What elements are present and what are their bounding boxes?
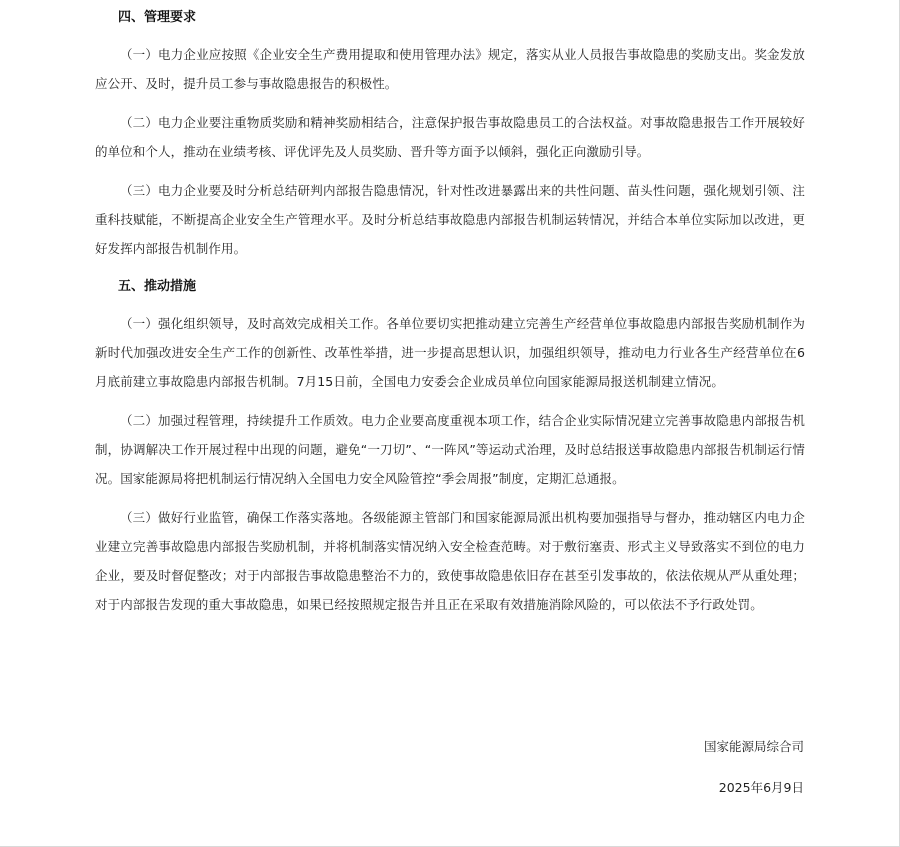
- paragraph: （一）强化组织领导，及时高效完成相关工作。各单位要切实把推动建立完善生产经营单位事故隐患内部报告奖励机制作为新时代加强改进安全生产工作的创新性、改革性举措，进一步提高思想认识，加强组织领导，推动电力行业各生产经营单位在6月底前建立事故隐患内部报告机制。7月15日前，全国电力安委会企业成员单位向国家能源局报送机制建立情况。: [95, 316, 805, 389]
- document-body: [95, 6, 805, 629]
- paragraph: （三）做好行业监管，确保工作落实落地。各级能源主管部门和国家能源局派出机构要加强指导与督办，推动辖区内电力企业建立完善事故隐患内部报告奖励机制，并将机制落实情况纳入安全检查范畴。对于敷衍塞责、形式主义导致落实不到位的电力企业，要及时督促整改；对于内部报告事故隐患整治不力的，致使事故隐患依旧存在甚至引发事故的，依法依规从严从重处理；对于内部报告发现的重大事故隐患，如果已经按照规定报告并且正在采取有效措施消除风险的，可以依法不予行政处罚。: [95, 510, 805, 612]
- section-promotion-measures: [95, 275, 805, 619]
- signature-date: 2025年6月9日: [718, 780, 804, 795]
- section-heading: 四、管理要求: [118, 10, 197, 25]
- paragraph: （一）电力企业应按照《企业安全生产费用提取和使用管理办法》规定，落实从业人员报告事故隐患的奖励支出。奖金发放应公开、及时，提升员工参与事故隐患报告的积极性。: [95, 47, 805, 91]
- signature-organization: 国家能源局综合司: [703, 739, 804, 754]
- section-heading: 五、推动措施: [118, 279, 197, 294]
- paragraph: （三）电力企业要及时分析总结研判内部报告隐患情况，针对性改进暴露出来的共性问题、苗头性问题，强化规划引领、注重科技赋能，不断提高企业安全生产管理水平。及时分析总结事故隐患内部报告机制运转情况，并结合本单位实际加以改进，更好发挥内部报告机制作用。: [95, 183, 805, 256]
- section-management-requirements: [95, 6, 805, 263]
- paragraph: （二）加强过程管理，持续提升工作质效。电力企业要高度重视本项工作，结合企业实际情况建立完善事故隐患内部报告机制，协调解决工作开展过程中出现的问题，避免“一刀切”、“一阵风”等运动式治理，及时总结报送事故隐患内部报告机制运行情况。国家能源局将把机制运行情况纳入全国电力安全风险管控“季会周报”制度，定期汇总通报。: [95, 413, 805, 486]
- paragraph: （二）电力企业要注重物质奖励和精神奖励相结合，注意保护报告事故隐患员工的合法权益。对事故隐患报告工作开展较好的单位和个人，推动在业绩考核、评优评先及人员奖励、晋升等方面予以倾斜，强化正向激励引导。: [95, 115, 805, 159]
